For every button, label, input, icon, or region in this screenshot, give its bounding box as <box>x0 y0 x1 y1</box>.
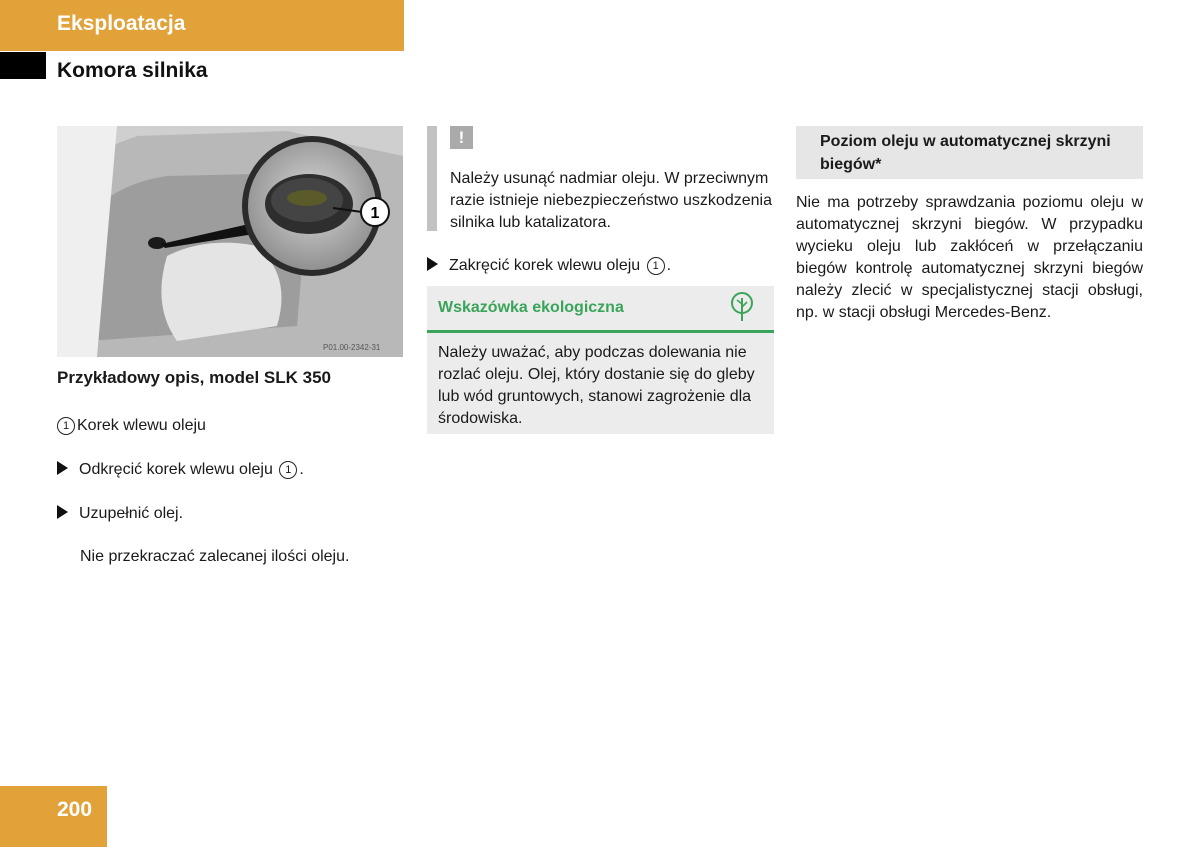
eco-tip-title: Wskazówka ekologiczna <box>438 299 624 316</box>
note-text: Nie przekraczać zalecanej ilości oleju. <box>80 548 350 565</box>
arrow-bullet-icon <box>427 257 438 271</box>
section-title: Komora silnika <box>57 59 208 82</box>
instruction-step: Odkręcić korek wlewu oleju 1 . <box>57 459 304 481</box>
legend-text: Korek wlewu oleju <box>77 417 206 434</box>
step-text: Odkręcić korek wlewu oleju <box>79 461 273 478</box>
figure-caption: Przykładowy opis, model SLK 350 <box>57 368 331 387</box>
legend-item <box>57 415 206 437</box>
figure-code: P01.00-2342-31 <box>323 343 381 352</box>
callout-1-icon: 1 <box>57 417 75 435</box>
callout-1-icon: 1 <box>647 257 665 275</box>
step-text: Zakręcić korek wlewu oleju <box>449 257 641 274</box>
callout-1-icon: 1 <box>279 461 297 479</box>
step-text: Uzupełnić olej. <box>79 505 184 522</box>
arrow-bullet-icon <box>57 505 68 519</box>
chapter-title: Eksploatacja <box>57 12 186 35</box>
section-marker <box>0 52 46 79</box>
callout-number: 1 <box>370 205 380 222</box>
oil-level-text: Nie ma potrzeby sprawdzania poziomu oleju w automatycznej skrzyni biegów. W przypadku wycieku oleju lub zakłóceń w przełączaniu biegów kontrolę automatycznej skrzyni biegów należy zlecić w specjalistycznej stacji obsługi, np. w stacji obsługi Mercedes-Benz. <box>796 194 1143 321</box>
oil-level-title: Poziom oleju w automatycznej skrzyni biegów* <box>820 133 1111 173</box>
eco-tip-box <box>427 286 774 434</box>
instruction-step: Zakręcić korek wlewu oleju 1 . <box>427 255 671 277</box>
eco-tip-header <box>427 286 774 333</box>
engine-compartment-image <box>57 126 403 357</box>
page-number: 200 <box>57 798 93 821</box>
arrow-bullet-icon <box>57 461 68 475</box>
warning-bar <box>427 126 437 231</box>
warning-icon: ! <box>450 126 473 149</box>
instruction-step <box>57 503 183 525</box>
eco-tip-text: Należy uważać, aby podczas dolewania nie rozlać oleju. Olej, który dostanie się do gleby lub wód gruntowych, stanowi zagrożenie dla środowiska. <box>438 344 755 427</box>
warning-text: Należy usunąć nadmiar oleju. W przeciwnym razie istnieje niebezpieczeństwo uszkodzenia silnika lub katalizatora. <box>450 170 772 231</box>
tree-icon <box>730 292 754 327</box>
